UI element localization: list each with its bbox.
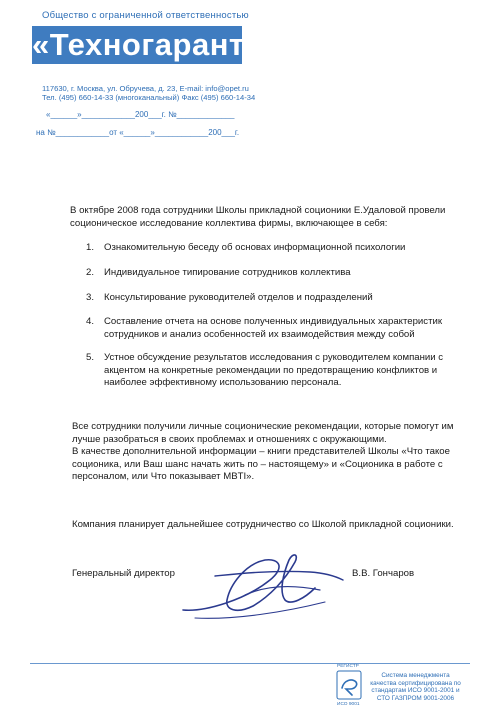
list-item: Индивидуальное типирование сотрудников коллектива	[104, 267, 351, 278]
closing-sentence: Компания планирует дальнейшее сотрудничество со Школой прикладной соционики.	[72, 519, 454, 530]
list-item: Консультирование руководителей отделов и подразделений	[104, 292, 373, 303]
summary-paragraph: Все сотрудники получили личные соционические рекомендации, которые помогут им лучше разобраться в своих проблемах и отношениях с окружающими.	[72, 421, 454, 445]
additional-info-paragraph: В качестве дополнительной информации – книги представителей Школы «Что такое соционика, или Ваш шанс начать жить по – настоящему» и «Соционика в работе с персоналом, или Что показывает MBTI».	[72, 446, 450, 483]
registration-ref-line: на №____________от «______»____________200___г.	[36, 128, 240, 137]
footer-divider	[30, 663, 470, 664]
list-item: Ознакомительную беседу об основах информационной психологии	[104, 242, 406, 253]
letter-intro: В октябре 2008 года сотрудники Школы прикладной соционики Е.Удаловой провели соционическое исследование коллектива фирмы, включающее в себя:	[70, 205, 446, 229]
company-phones: Тел. (495) 660-14-33 (многоканальный) Факс (495) 660-14-34	[42, 93, 256, 102]
list-item-number: 5.	[86, 352, 95, 363]
handwritten-signature	[175, 540, 350, 625]
company-address: 117630, г. Москва, ул. Обручева, д. 23, E-mail: info@opet.ru	[42, 84, 249, 93]
certification-logo	[336, 670, 362, 700]
certification-text: Система менеджмента качества сертифицирована по стандартам ИСО 9001-2001 и СТО ГАЗПРОМ 9001-2006	[370, 672, 461, 702]
signer-name: В.В. Гончаров	[352, 568, 415, 579]
list-item-number: 4.	[86, 316, 95, 327]
list-item: Составление отчета на основе полученных индивидуальных характеристик сотрудников и анализ особенностей их взаимодействия между собой	[104, 316, 443, 340]
company-logo	[32, 26, 263, 64]
list-item-number: 3.	[86, 292, 95, 303]
list-item-number: 1.	[86, 242, 95, 253]
list-item: Устное обсуждение результатов исследования с руководителем компании с акцентом на конкретные рекомендации по предотвращению конфликтов и наиболее эффективному использованию персонала.	[104, 352, 444, 389]
company-type-line: Общество с ограниченной ответственностью	[42, 10, 249, 21]
signer-title: Генеральный директор	[72, 568, 175, 579]
registration-date-line: «______»____________200___г. №_____________	[46, 110, 235, 119]
company-name: «Техногарант»	[32, 27, 263, 62]
certification-logo-bottom-label: ИСО 9001	[337, 702, 360, 707]
list-item-number: 2.	[86, 267, 95, 278]
certification-logo-top-label: РЕГИСТР	[337, 664, 359, 669]
